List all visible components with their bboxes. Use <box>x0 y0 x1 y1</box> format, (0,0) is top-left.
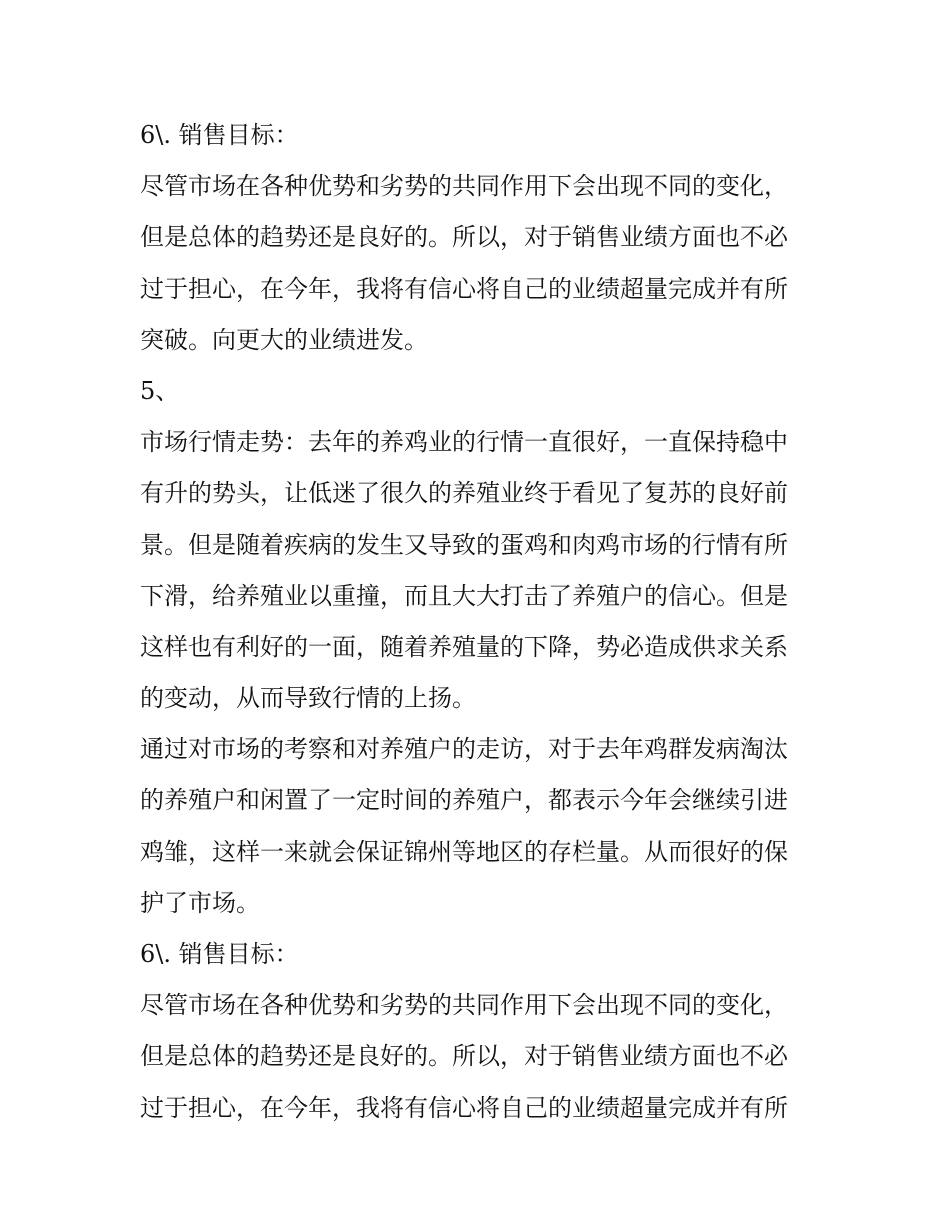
text-line: 但是总体的趋势还是良好的。所以，对于销售业绩方面也不必 <box>140 1042 788 1071</box>
text-line: 的养殖户和闲置了一定时间的养殖户，都表示今年会继续引进 <box>140 786 788 815</box>
text-line: 景。但是随着疾病的发生又导致的蛋鸡和肉鸡市场的行情有所 <box>140 530 788 559</box>
text-line: 尽管市场在各种优势和劣势的共同作用下会出现不同的变化， <box>140 172 788 201</box>
section-heading-sales-goal: 6\. 销售目标： <box>140 121 299 149</box>
text-line: 这样也有利好的一面，随着养殖量的下降，势必造成供求关系 <box>140 632 788 661</box>
text-line: 尽管市场在各种优势和劣势的共同作用下会出现不同的变化， <box>140 991 788 1020</box>
text-line: 下滑，给养殖业以重撞，而且大大打击了养殖户的信心。但是 <box>140 581 788 610</box>
document-body <box>140 110 830 1134</box>
section-heading-sales-goal: 6\. 销售目标： <box>140 940 299 968</box>
text-line: 的变动，从而导致行情的上扬。 <box>140 684 476 713</box>
text-line: 市场行情走势：去年的养鸡业的行情一直很好，一直保持稳中 <box>140 428 788 457</box>
text-line: 护了市场。 <box>140 888 260 917</box>
text-line: 突破。向更大的业绩进发。 <box>140 325 428 354</box>
text-line: 过于担心，在今年，我将有信心将自己的业绩超量完成并有所 <box>140 1093 788 1122</box>
text-line: 鸡雏，这样一来就会保证锦州等地区的存栏量。从而很好的保 <box>140 837 788 866</box>
section-number: 5、 <box>140 376 180 405</box>
text-line: 通过对市场的考察和对养殖户的走访，对于去年鸡群发病淘汰 <box>140 735 788 764</box>
text-line: 过于担心，在今年，我将有信心将自己的业绩超量完成并有所 <box>140 274 788 303</box>
text-line: 有升的势头，让低迷了很久的养殖业终于看见了复苏的良好前 <box>140 479 788 508</box>
text-line: 但是总体的趋势还是良好的。所以，对于销售业绩方面也不必 <box>140 223 788 252</box>
